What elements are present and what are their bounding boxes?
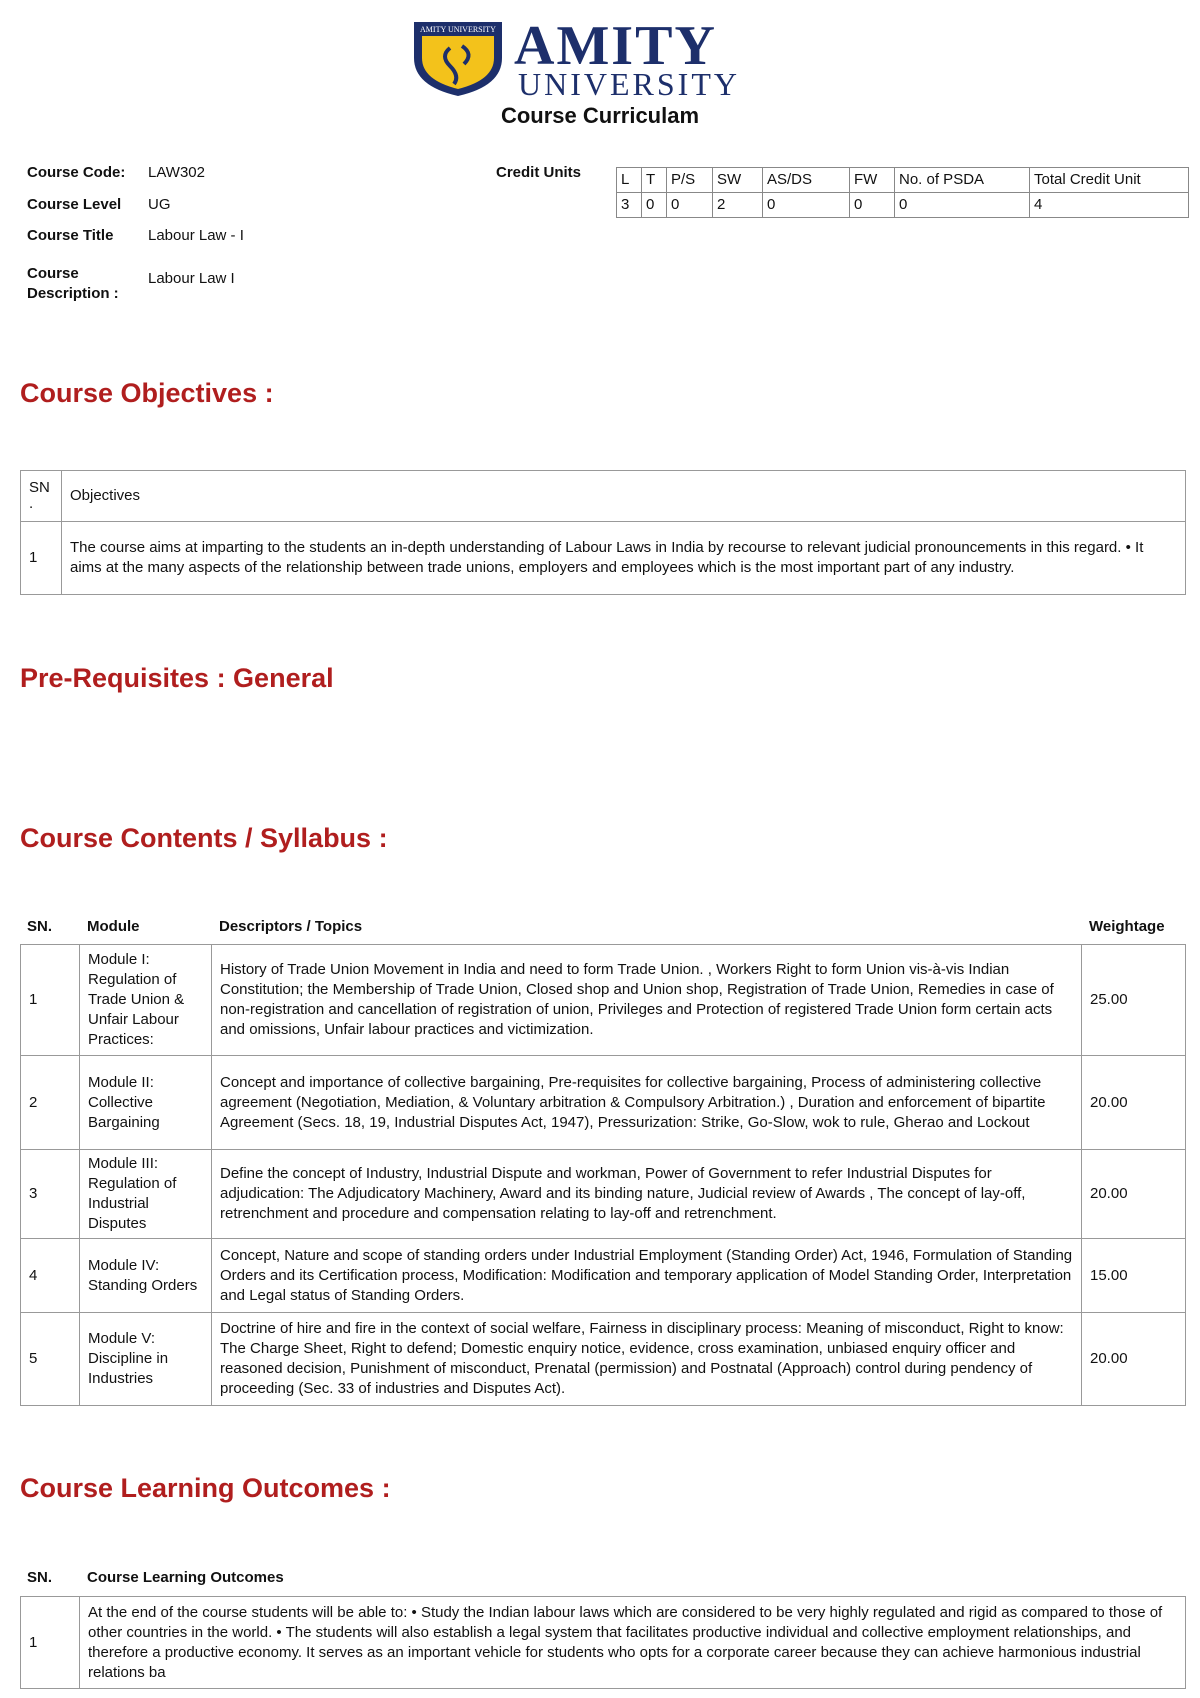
objectives-header-cell: Objectives xyxy=(62,471,1186,522)
course-description-label-line1: Course xyxy=(27,265,79,282)
credit-value-cell: 0 xyxy=(642,193,667,218)
syllabus-weightage-cell: 20.00 xyxy=(1082,1150,1186,1239)
syllabus-topics-header: Descriptors / Topics xyxy=(219,918,363,935)
credit-header-cell: Total Credit Unit xyxy=(1030,168,1189,193)
syllabus-weightage-cell: 25.00 xyxy=(1082,945,1186,1056)
credit-units-table xyxy=(616,167,1189,218)
syllabus-weightage-cell: 15.00 xyxy=(1082,1239,1186,1313)
syllabus-row xyxy=(21,1239,1186,1313)
syllabus-row xyxy=(21,945,1186,1056)
credit-units-label: Credit Units xyxy=(496,164,582,181)
syllabus-module-cell: Module III: Regulation of Industrial Disputes xyxy=(80,1150,212,1239)
amity-logo xyxy=(410,15,790,102)
syllabus-sn-cell: 2 xyxy=(21,1056,80,1150)
syllabus-module-cell: Module IV: Standing Orders xyxy=(80,1239,212,1313)
syllabus-sn-cell: 1 xyxy=(21,945,80,1056)
objectives-sn-cell: 1 xyxy=(21,522,62,595)
credit-table-header-row xyxy=(617,168,1189,193)
objectives-header-row xyxy=(21,471,1186,522)
course-title-value: Labour Law - I xyxy=(148,227,244,244)
syllabus-heading: Course Contents / Syllabus : xyxy=(20,823,388,853)
credit-header-cell: SW xyxy=(713,168,763,193)
credit-value-cell: 0 xyxy=(895,193,1030,218)
credit-header-cell: FW xyxy=(850,168,895,193)
outcomes-table xyxy=(20,1596,1186,1689)
objectives-text-cell: The course aims at imparting to the students an in-depth understanding of Labour Laws in India by recourse to relevant judicial pronouncements in this regard. • It aims at the many aspects of the relationship between trade unions, employers and employees which is the most important part of any industry. xyxy=(62,522,1186,595)
credit-header-cell: T xyxy=(642,168,667,193)
outcomes-sn-header: SN. xyxy=(27,1569,53,1586)
syllabus-weightage-cell: 20.00 xyxy=(1082,1313,1186,1406)
syllabus-module-cell: Module II: Collective Bargaining xyxy=(80,1056,212,1150)
course-description-label-line2: Description : xyxy=(27,285,119,302)
objectives-row xyxy=(21,522,1186,595)
course-title-label: Course Title xyxy=(27,227,114,244)
syllabus-module-header: Module xyxy=(87,918,140,935)
university-crest-icon xyxy=(410,18,506,98)
syllabus-row xyxy=(21,1150,1186,1239)
course-level-label: Course Level xyxy=(27,196,122,213)
syllabus-topics-cell: Doctrine of hire and fire in the context of social welfare, Fairness in disciplinary process: Meaning of misconduct, Right to know: The Charge Sheet, Right to defend; Domestic enquiry notice, evidence, cross examination, unbiased enquiry officer and reasoned decision, Punishment of misconduct, Prenatal (permission) and Postnatal (Approach) control during pendency of proceeding (Sec. 33 of industries and Disputes Act). xyxy=(212,1313,1082,1406)
credit-table-values-row xyxy=(617,193,1189,218)
course-code-value: LAW302 xyxy=(148,164,205,181)
syllabus-topics-cell: Define the concept of Industry, Industrial Dispute and workman, Power of Government to refer Industrial Disputes for adjudication: The Adjudicatory Machinery, Award and its binding nature, Judicial review of Awards , The concept of lay-off, retrenchment and procedure and compensation relating to lay-off and retrenchment. xyxy=(212,1150,1082,1239)
syllabus-weightage-header: Weightage xyxy=(1089,918,1165,935)
syllabus-row xyxy=(21,1056,1186,1150)
credit-value-cell: 0 xyxy=(850,193,895,218)
credit-value-cell: 0 xyxy=(763,193,850,218)
credit-header-cell: AS/DS xyxy=(763,168,850,193)
outcomes-row xyxy=(21,1597,1186,1689)
credit-value-cell: 4 xyxy=(1030,193,1189,218)
logo-wordmark-amity: AMITY xyxy=(514,15,717,77)
objectives-sn-header-dot: . xyxy=(29,495,34,512)
course-level-value: UG xyxy=(148,196,171,213)
outcomes-text-cell: At the end of the course students will be able to: • Study the Indian labour laws which are considered to be very highly regulated and rigid as compared to those of other countries in the world. • The students will also establish a legal system that facilitates productive individual and collective employment relationships, and therefore a productive economy. It serves as an important vehicle for students who opts for a corporate career because they can achieve harmonious industrial relations ba xyxy=(80,1597,1186,1689)
course-objectives-heading: Course Objectives : xyxy=(20,378,274,408)
syllabus-sn-cell: 3 xyxy=(21,1150,80,1239)
prerequisites-heading: Pre-Requisites : General xyxy=(20,663,334,693)
credit-value-cell: 2 xyxy=(713,193,763,218)
course-description-value: Labour Law I xyxy=(148,270,235,287)
credit-header-cell: P/S xyxy=(667,168,713,193)
syllabus-topics-cell: Concept, Nature and scope of standing orders under Industrial Employment (Standing Order) Act, 1946, Formulation of Standing Orders and its Certification process, Modification: Modification and temporary application of Model Standing Order, Interpretation and Legal status of Standing Orders. xyxy=(212,1239,1082,1313)
credit-header-cell: No. of PSDA xyxy=(895,168,1030,193)
outcomes-header: Course Learning Outcomes xyxy=(87,1569,284,1586)
syllabus-row xyxy=(21,1313,1186,1406)
credit-value-cell: 3 xyxy=(617,193,642,218)
syllabus-module-cell: Module I: Regulation of Trade Union & Unfair Labour Practices: xyxy=(80,945,212,1056)
syllabus-topics-cell: History of Trade Union Movement in India and need to form Trade Union. , Workers Right to form Union vis-à-vis Indian Constitution; the Membership of Trade Union, Closed shop and Union shop, Registration of Trade Union, Remedies in case of non-registration and cancellation of registration of union, Privileges and Protection of registered Trade Union form certain acts and omissions, Unfair labour practices and victimization. xyxy=(212,945,1082,1056)
syllabus-sn-cell: 5 xyxy=(21,1313,80,1406)
learning-outcomes-heading: Course Learning Outcomes : xyxy=(20,1473,391,1503)
crest-text: AMITY UNIVERSITY xyxy=(420,25,496,34)
credit-value-cell: 0 xyxy=(667,193,713,218)
syllabus-topics-cell: Concept and importance of collective bargaining, Pre-requisites for collective bargaining, Process of administering collective agreement (Negotiation, Mediation, & Voluntary arbitration & Compulsory Arbitration.) , Duration and enforcement of bipartite Agreement (Secs. 18, 19, Industrial Disputes Act, 1947), Pressurization: Strike, Go-Slow, wok to rule, Gherao and Lockout xyxy=(212,1056,1082,1150)
document-title: Course Curriculam xyxy=(500,103,700,128)
syllabus-table xyxy=(20,944,1186,1406)
syllabus-weightage-cell: 20.00 xyxy=(1082,1056,1186,1150)
outcomes-sn-cell: 1 xyxy=(21,1597,80,1689)
objectives-table xyxy=(20,470,1186,595)
objectives-sn-header xyxy=(21,471,62,522)
course-code-label: Course Code: xyxy=(27,164,126,181)
syllabus-sn-header: SN. xyxy=(27,918,53,935)
objectives-sn-header-text: SN xyxy=(29,479,50,496)
syllabus-sn-cell: 4 xyxy=(21,1239,80,1313)
logo-wordmark-university: UNIVERSITY xyxy=(518,66,740,102)
credit-header-cell: L xyxy=(617,168,642,193)
syllabus-module-cell: Module V: Discipline in Industries xyxy=(80,1313,212,1406)
